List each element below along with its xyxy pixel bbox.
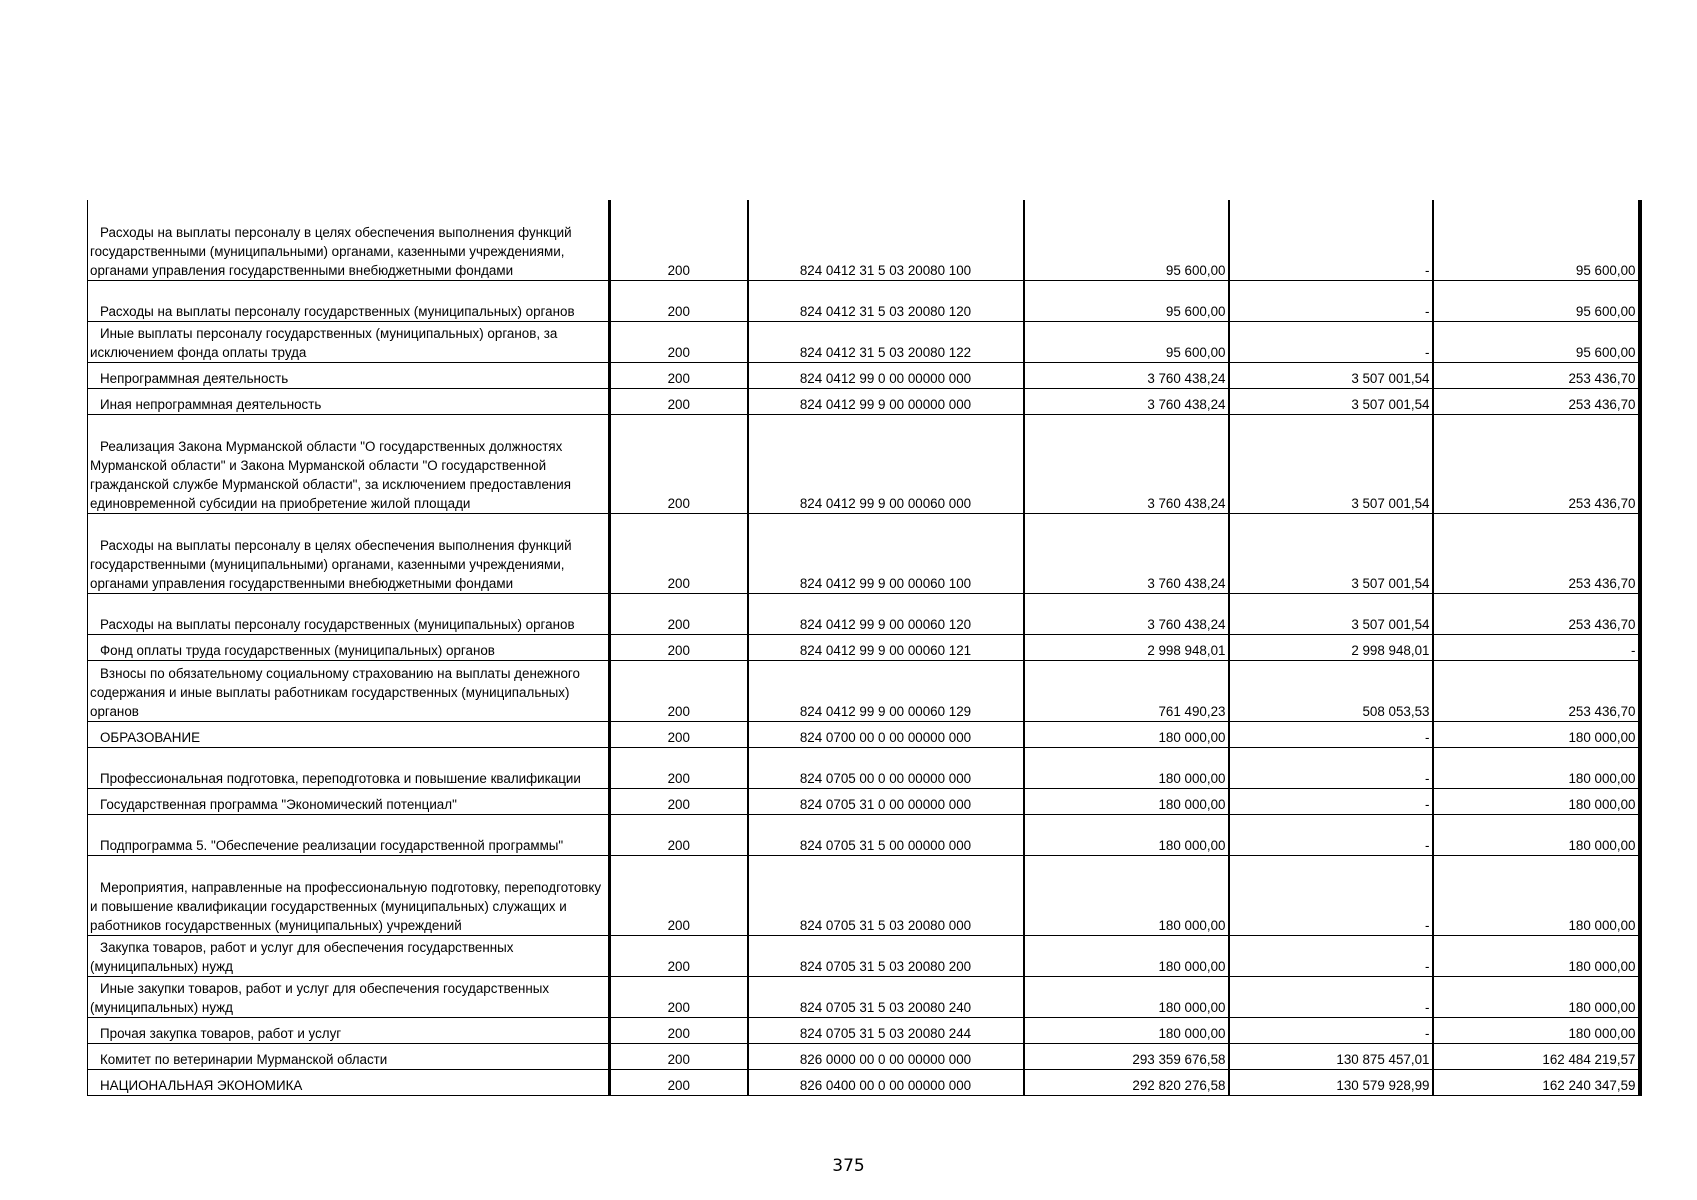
table-row [88,1043,1640,1069]
row-approved-amount: 180 000,00 [1024,935,1229,976]
row-approved-amount: 2 998 948,01 [1024,634,1229,660]
row-approved-amount: 3 760 438,24 [1024,513,1229,593]
table-row [88,388,1640,414]
row-unexecuted-amount: 180 000,00 [1433,788,1640,814]
row-name: Расходы на выплаты персоналу в целях обеспечения выполнения функций государственными (муниципальными) органами, казенными учреждениями, органами управления государственными внебюджетными фондами [90,537,572,591]
row-unexecuted-amount: 95 600,00 [1433,200,1640,280]
row-unexecuted-amount: 180 000,00 [1433,935,1640,976]
row-name-cell [88,414,610,513]
row-approved-amount: 180 000,00 [1024,976,1229,1017]
table-row [88,814,1640,855]
table-row [88,788,1640,814]
row-line-code: 200 [610,593,748,634]
row-name: Профессиональная подготовка, переподготовка и повышение квалификации [100,770,581,786]
page-number: 375 [832,1156,865,1176]
row-line-code: 200 [610,976,748,1017]
row-line-code: 200 [610,721,748,747]
row-name-cell [88,280,610,321]
row-name: Расходы на выплаты персоналу в целях обеспечения выполнения функций государственными (муниципальными) органами, казенными учреждениями, органами управления государственными внебюджетными фондами [90,224,572,278]
row-line-code: 200 [610,280,748,321]
row-name-cell [88,513,610,593]
row-name: Иная непрограммная деятельность [100,396,322,412]
table-row [88,634,1640,660]
row-executed-amount: - [1229,200,1433,280]
row-executed-amount: 130 875 457,01 [1229,1043,1433,1069]
row-line-code: 200 [610,513,748,593]
row-executed-amount: 130 579 928,99 [1229,1069,1433,1095]
row-unexecuted-amount: 253 436,70 [1433,593,1640,634]
row-name-cell [88,362,610,388]
row-line-code: 200 [610,660,748,721]
row-name: ОБРАЗОВАНИЕ [100,729,201,745]
row-approved-amount: 3 760 438,24 [1024,362,1229,388]
row-budget-code: 824 0412 31 5 03 20080 120 [748,280,1024,321]
row-approved-amount: 180 000,00 [1024,1017,1229,1043]
row-name: Мероприятия, направленные на профессиональную подготовку, переподготовку и повышение квалификации государственных (муниципальных) служащих и работников государственных (муниципальных) учреждений [90,879,602,933]
row-name: Расходы на выплаты персоналу государственных (муниципальных) органов [100,303,575,319]
row-budget-code: 824 0412 31 5 03 20080 100 [748,200,1024,280]
row-executed-amount: - [1229,814,1433,855]
row-name-cell [88,935,610,976]
row-name: Иные выплаты персоналу государственных (муниципальных) органов, за исключением фонда оплаты труда [90,325,558,360]
row-budget-code: 824 0705 31 5 03 20080 244 [748,1017,1024,1043]
row-line-code: 200 [610,388,748,414]
row-executed-amount: - [1229,721,1433,747]
table-row [88,935,1640,976]
row-unexecuted-amount: 95 600,00 [1433,321,1640,362]
row-name-cell [88,321,610,362]
row-unexecuted-amount: 180 000,00 [1433,747,1640,788]
row-name-cell [88,721,610,747]
budget-execution-table [87,200,1642,1096]
row-line-code: 200 [610,321,748,362]
row-budget-code: 826 0400 00 0 00 00000 000 [748,1069,1024,1095]
row-budget-code: 824 0705 00 0 00 00000 000 [748,747,1024,788]
row-approved-amount: 95 600,00 [1024,200,1229,280]
row-line-code: 200 [610,747,748,788]
row-line-code: 200 [610,855,748,935]
row-executed-amount: - [1229,788,1433,814]
table-body [88,200,1640,1095]
row-name-cell [88,855,610,935]
row-executed-amount: - [1229,1017,1433,1043]
row-budget-code: 824 0412 99 9 00 00000 000 [748,388,1024,414]
table-row [88,1017,1640,1043]
row-unexecuted-amount: 180 000,00 [1433,1017,1640,1043]
row-line-code: 200 [610,634,748,660]
row-approved-amount: 3 760 438,24 [1024,414,1229,513]
row-budget-code: 824 0705 31 5 00 00000 000 [748,814,1024,855]
row-executed-amount: 3 507 001,54 [1229,388,1433,414]
row-executed-amount: 508 053,53 [1229,660,1433,721]
row-approved-amount: 180 000,00 [1024,855,1229,935]
row-name: Государственная программа "Экономический потенциал" [100,796,457,812]
row-line-code: 200 [610,788,748,814]
row-budget-code: 824 0705 31 5 03 20080 000 [748,855,1024,935]
row-name: Иные закупки товаров, работ и услуг для обеспечения государственных (муниципальных) нужд [90,980,550,1015]
row-line-code: 200 [610,814,748,855]
row-name: Взносы по обязательному социальному страхованию на выплаты денежного содержания и иные выплаты работникам государственных (муниципальных) органов [90,665,580,719]
row-name: Расходы на выплаты персоналу государственных (муниципальных) органов [100,616,575,632]
table-row [88,593,1640,634]
row-executed-amount: - [1229,747,1433,788]
row-unexecuted-amount: 162 484 219,57 [1433,1043,1640,1069]
row-budget-code: 826 0000 00 0 00 00000 000 [748,1043,1024,1069]
row-line-code: 200 [610,1069,748,1095]
row-line-code: 200 [610,1017,748,1043]
row-budget-code: 824 0412 31 5 03 20080 122 [748,321,1024,362]
row-line-code: 200 [610,1043,748,1069]
table-row [88,200,1640,280]
table-row [88,362,1640,388]
row-name: Комитет по ветеринарии Мурманской области [100,1051,388,1067]
row-unexecuted-amount: 180 000,00 [1433,976,1640,1017]
row-approved-amount: 293 359 676,58 [1024,1043,1229,1069]
row-line-code: 200 [610,935,748,976]
row-name: Подпрограмма 5. "Обеспечение реализации государственной программы" [100,837,564,853]
table-row [88,855,1640,935]
row-name: Фонд оплаты труда государственных (муниципальных) органов [100,642,495,658]
row-name-cell [88,788,610,814]
row-approved-amount: 292 820 276,58 [1024,1069,1229,1095]
table-row [88,747,1640,788]
table-row [88,660,1640,721]
row-unexecuted-amount: 180 000,00 [1433,721,1640,747]
row-name-cell [88,814,610,855]
row-unexecuted-amount: 162 240 347,59 [1433,1069,1640,1095]
row-unexecuted-amount: 95 600,00 [1433,280,1640,321]
row-approved-amount: 95 600,00 [1024,280,1229,321]
row-unexecuted-amount: 253 436,70 [1433,513,1640,593]
row-budget-code: 824 0705 31 5 03 20080 240 [748,976,1024,1017]
row-executed-amount: 3 507 001,54 [1229,513,1433,593]
row-executed-amount: - [1229,935,1433,976]
row-line-code: 200 [610,414,748,513]
row-approved-amount: 3 760 438,24 [1024,388,1229,414]
row-name: Прочая закупка товаров, работ и услуг [100,1025,342,1041]
row-name-cell [88,1069,610,1095]
table-row [88,1069,1640,1095]
row-budget-code: 824 0705 31 0 00 00000 000 [748,788,1024,814]
table-row [88,721,1640,747]
row-budget-code: 824 0705 31 5 03 20080 200 [748,935,1024,976]
table-row [88,414,1640,513]
row-executed-amount: - [1229,855,1433,935]
row-executed-amount: 3 507 001,54 [1229,414,1433,513]
row-approved-amount: 3 760 438,24 [1024,593,1229,634]
row-budget-code: 824 0412 99 0 00 00000 000 [748,362,1024,388]
row-executed-amount: - [1229,321,1433,362]
row-name: Закупка товаров, работ и услуг для обеспечения государственных (муниципальных) нужд [90,939,514,974]
row-unexecuted-amount: 253 436,70 [1433,660,1640,721]
row-approved-amount: 180 000,00 [1024,814,1229,855]
row-name: НАЦИОНАЛЬНАЯ ЭКОНОМИКА [100,1077,303,1093]
row-unexecuted-amount: - [1433,634,1640,660]
row-name-cell [88,976,610,1017]
row-name: Непрограммная деятельность [100,370,289,386]
row-unexecuted-amount: 180 000,00 [1433,814,1640,855]
table-row [88,513,1640,593]
row-name-cell [88,1043,610,1069]
row-budget-code: 824 0412 99 9 00 00060 129 [748,660,1024,721]
row-executed-amount: 2 998 948,01 [1229,634,1433,660]
row-name-cell [88,388,610,414]
row-executed-amount: - [1229,976,1433,1017]
table-row [88,976,1640,1017]
row-unexecuted-amount: 253 436,70 [1433,414,1640,513]
row-executed-amount: - [1229,280,1433,321]
row-budget-code: 824 0412 99 9 00 00060 120 [748,593,1024,634]
row-approved-amount: 180 000,00 [1024,721,1229,747]
row-approved-amount: 95 600,00 [1024,321,1229,362]
row-line-code: 200 [610,362,748,388]
row-name-cell [88,660,610,721]
row-unexecuted-amount: 180 000,00 [1433,855,1640,935]
row-line-code: 200 [610,200,748,280]
table-row [88,280,1640,321]
row-executed-amount: 3 507 001,54 [1229,593,1433,634]
table-row [88,321,1640,362]
row-budget-code: 824 0700 00 0 00 00000 000 [748,721,1024,747]
row-unexecuted-amount: 253 436,70 [1433,388,1640,414]
row-name: Реализация Закона Мурманской области "О государственных должностях Мурманской области" и Закона Мурманской области "О государственной гражданской службе Мурманской области", за исключением предоставления единовременной субсидии на приобретение жилой площади [90,438,572,511]
row-executed-amount: 3 507 001,54 [1229,362,1433,388]
row-name-cell [88,593,610,634]
row-budget-code: 824 0412 99 9 00 00060 100 [748,513,1024,593]
row-name-cell [88,1017,610,1043]
row-approved-amount: 180 000,00 [1024,788,1229,814]
row-approved-amount: 761 490,23 [1024,660,1229,721]
row-approved-amount: 180 000,00 [1024,747,1229,788]
row-name-cell [88,747,610,788]
row-name-cell [88,200,610,280]
row-unexecuted-amount: 253 436,70 [1433,362,1640,388]
row-budget-code: 824 0412 99 9 00 00060 000 [748,414,1024,513]
row-budget-code: 824 0412 99 9 00 00060 121 [748,634,1024,660]
row-name-cell [88,634,610,660]
